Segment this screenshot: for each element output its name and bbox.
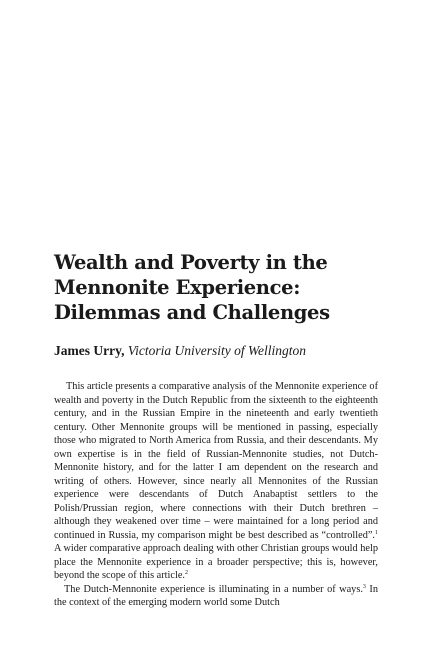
- article-body: [54, 380, 378, 610]
- paragraph-text: The Dutch-Mennonite experience is illuminating in a number of ways.: [64, 583, 363, 595]
- footnote-marker: 3: [362, 583, 366, 590]
- paragraph: [54, 380, 378, 583]
- paragraph-text: In the context of the emerging modern world some Dutch: [54, 583, 378, 608]
- byline: [54, 343, 384, 359]
- footnote-marker: 2: [184, 570, 188, 576]
- author-name: James Urry,: [54, 343, 125, 358]
- paragraph: [54, 583, 378, 610]
- article-title: [54, 250, 384, 325]
- paragraph-text: This article presents a comparative analysis of the Mennonite experience of wealth and poverty in the Dutch Republic from the sixteenth to the eighteenth century, and in the Russian Empire in the nineteenth and early twentieth century. Other Mennonite groups will be mentioned in passing, especially those who migrated to North America from Russia, and their descendants. My own expertise is in the field of Russian-Mennonite studies, not Dutch-Mennonite history, and for the latter I am dependent on the research and writing of others. However, since nearly all Mennonites of the Russian experience were descendants of Dutch Anabaptist settlers to the Polish/Prussian region, where connections with their Dutch brethren – although they weakened over time – were maintained for a long period and continued in Russia, my comparison might be best described as “controlled”.: [54, 381, 378, 541]
- title-line: Dilemmas and Challenges: [54, 301, 330, 324]
- author-affiliation: Victoria University of Wellington: [127, 343, 306, 358]
- paragraph-text: A wider comparative approach dealing with other Christian groups would help place the Mennonite experience in a broader perspective; this is, however, beyond the scope of this article.: [54, 543, 378, 581]
- title-line: Mennonite Experience:: [54, 276, 301, 299]
- title-line: Wealth and Poverty in the: [54, 251, 328, 274]
- footnote-marker: 1: [375, 529, 378, 536]
